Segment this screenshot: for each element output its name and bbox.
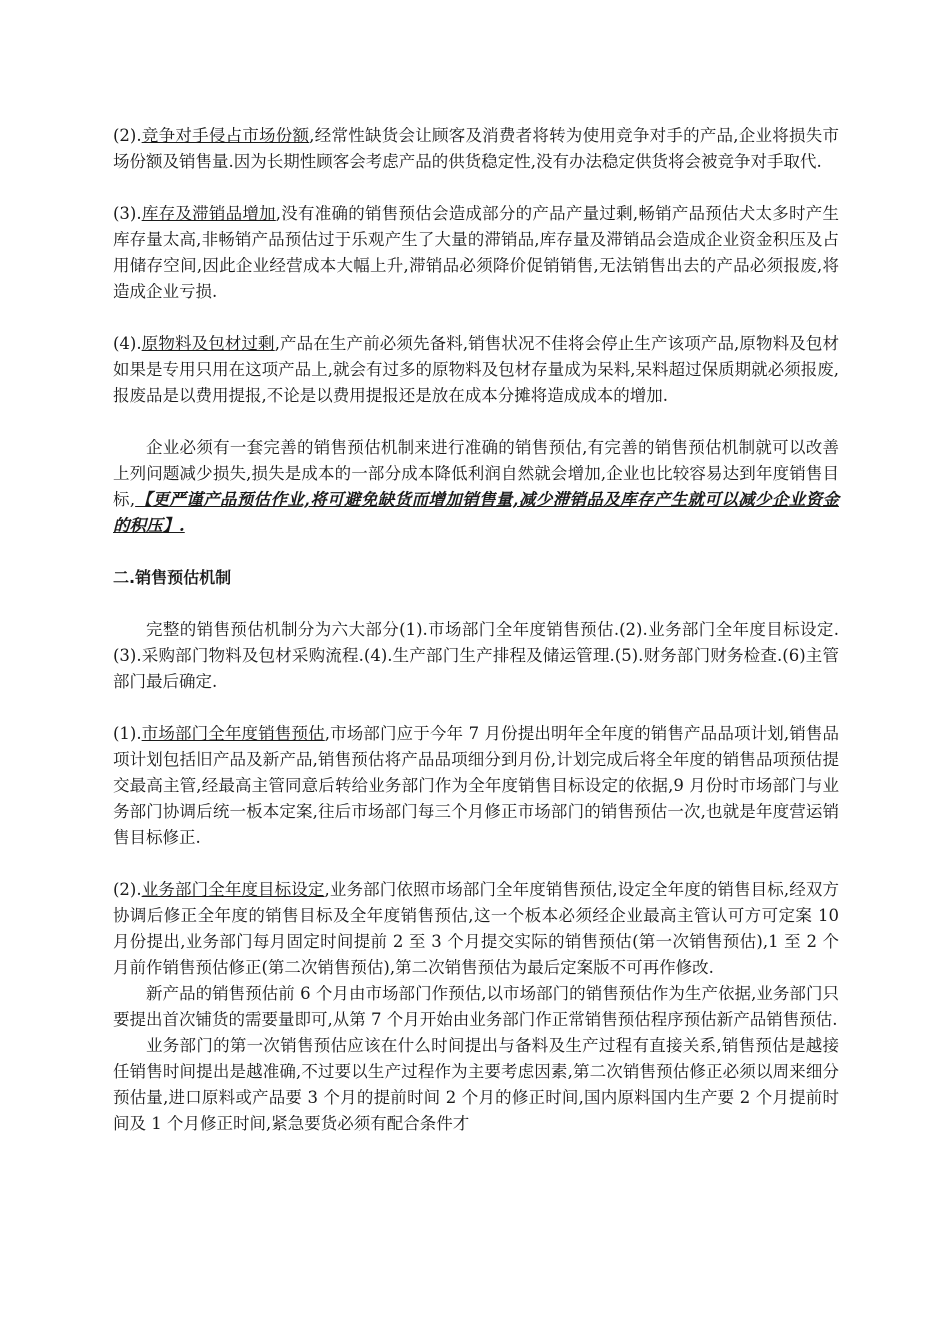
item-body: ,产品在生产前必须先备料,销售状况不佳将会停止生产该项产品,原物料及包材如果是专用只用在这项产品上,就会有过多的原物料及包材存量成为呆料,呆料超过保质期就必须报废,报废品是以费用提报,不论是以费用提报还是放在成本分摊将造成成本的增加. (113, 334, 839, 405)
item-body: ,市场部门应于今年 7 月份提出明年全年度的销售产品品项计划,销售品项计划包括旧产品及新产品,销售预估将产品品项细分到月份,计划完成后将全年度的销售品项预估提交最高主管,经最高主管同意后转给业务部门作为全年度销售目标设定的依据,9 月份时市场部门与业务部门协调后统一板本定案,往后市场部门每三个月修正市场部门的销售预估一次,也就是年度营运销售目标修正. (113, 724, 839, 847)
summary-body: 企业必须有一套完善的销售预估机制来进行准确的销售预估,有完善的销售预估机制就可以改善上列问题减少损失,损失是成本的一部分成本降低利润自然就会增加,企业也比较容易达到年度销售目标, (113, 438, 839, 509)
paragraph-new-product: 新产品的销售预估前 6 个月由市场部门作预估,以市场部门的销售预估作为生产依据,业务部门只要提出首次铺货的需要量即可,从第 7 个月开始由业务部门作正常销售预估程序预估新产品销售预估. (113, 984, 839, 1029)
item-number: (1). (113, 724, 142, 743)
paragraph-mechanism-intro: 完整的销售预估机制分为六大部分(1).市场部门全年度销售预估.(2).业务部门全年度目标设定.(3).采购部门物料及包材采购流程.(4).生产部门生产排程及储运管理.(5).财务部门财务检查.(6)主管部门最后确定. (113, 620, 839, 691)
item-body: ,业务部门依照市场部门全年度销售预估,设定全年度的销售目标,经双方协调后修正全年度的销售目标及全年度销售预估,这一个板本必须经企业最高主管认可方可定案 10 月份提出,业务部门每月固定时间提前 2 至 3 个月提交实际的销售预估(第一次销售预估),1 至 2 个月前作销售预估修正(第二次销售预估),第二次销售预估为最后定案版不可再作修改. (113, 880, 839, 977)
item-number: (3). (113, 204, 142, 223)
paragraph-forecast-timing: 业务部门的第一次销售预估应该在什么时间提出与备料及生产过程有直接关系,销售预估是越接任销售时间提出是越准确,不过要以生产过程作为主要考虑因素,第二次销售预估修正必须以周来细分预估量,进口原料或产品要 3 个月的提前时间 2 个月的修正时间,国内原料国内生产要 2 个月提前时间及 1 个月修正时间,紧急要货必须有配合条件才 (113, 1036, 839, 1133)
item-number: (2). (113, 126, 142, 145)
item-title: 原物料及包材过剩 (141, 334, 275, 353)
paragraph-market-forecast (113, 721, 839, 851)
paragraph-material-surplus (113, 331, 839, 409)
item-title: 库存及滞销品增加 (141, 204, 276, 223)
summary-emphasis: 【更严谨产品预估作业,将可避免缺货而增加销售量,减少滞销品及库存产生就可以减少企业资金的积压】. (113, 490, 839, 535)
item-body: ,经常性缺货会让顾客及消费者将转为使用竞争对手的产品,企业将损失市场份额及销售量.因为长期性顾客会考虑产品的供货稳定性,没有办法稳定供货将会被竞争对手取代. (113, 126, 839, 171)
paragraph-sales-target (113, 877, 839, 981)
item-number: (2). (113, 880, 142, 899)
paragraph-inventory-increase (113, 201, 839, 305)
item-title: 市场部门全年度销售预估 (141, 724, 325, 743)
section-heading: 二.销售预估机制 (113, 568, 232, 587)
document-page (113, 123, 839, 1137)
paragraph-summary (113, 435, 839, 539)
item-number: (4). (113, 334, 142, 353)
item-title: 业务部门全年度目标设定 (141, 880, 325, 899)
item-body: ,没有准确的销售预估会造成部分的产品产量过剩,畅销产品预估犬太多时产生库存量太高,非畅销产品预估过于乐观产生了大量的滞销品,库存量及滞销品会造成企业资金积压及占用储存空间,因此企业经营成本大幅上升,滞销品必须降价促销销售,无法销售出去的产品必须报废,将造成企业亏损. (113, 204, 839, 301)
paragraph-competitor-share (113, 123, 839, 175)
item-title: 竞争对手侵占市场份额 (141, 126, 310, 145)
